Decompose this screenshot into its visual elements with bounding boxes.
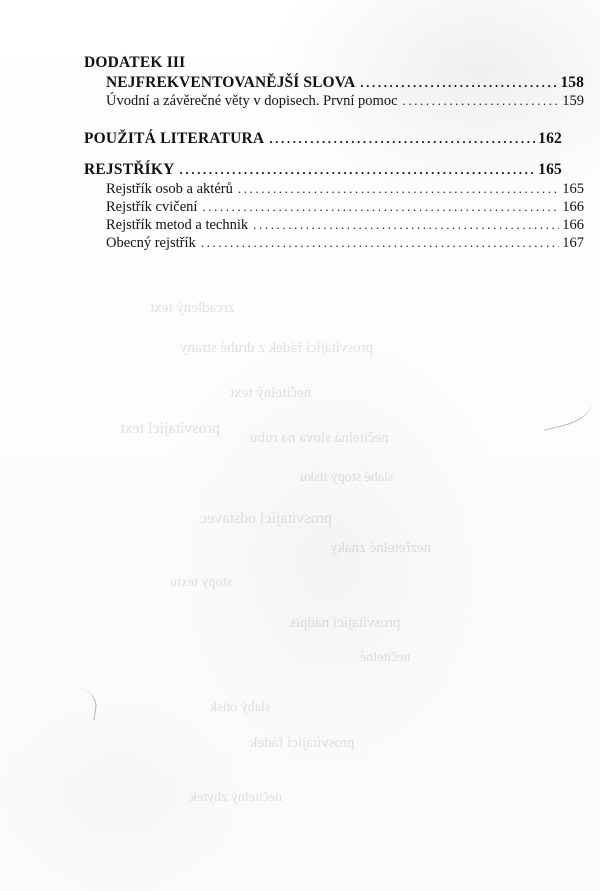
toc-entry-nejfrekventovanejsi-slova[interactable] xyxy=(84,74,584,92)
toc-entry-page: 162 xyxy=(538,130,562,147)
bleed-text: prosvítající řádek xyxy=(250,735,355,751)
toc-entry-dodatek-iii[interactable] xyxy=(84,54,562,72)
toc-leader-dots xyxy=(403,94,560,107)
toc-entry-rejstrik-cviceni[interactable] xyxy=(84,199,584,216)
toc-entry-label: Rejstřík metod a technik xyxy=(106,217,249,233)
toc-leader-dots xyxy=(201,236,559,249)
bleed-text: nečitelná slova na rubu xyxy=(250,430,389,446)
bleed-text: prosvítající nadpis xyxy=(290,615,401,631)
toc-leader-dots xyxy=(253,218,559,231)
toc-entry-page: 166 xyxy=(562,217,584,233)
toc-entry-label: NEJFREKVENTOVANĚJŠÍ SLOVA xyxy=(106,74,356,91)
toc-leader-dots xyxy=(269,132,535,145)
pen-mark-icon xyxy=(538,392,595,431)
table-of-contents xyxy=(84,54,584,252)
toc-entry-obecny-rejstrik[interactable] xyxy=(84,235,584,252)
toc-entry-rejstrik-osob-a-akteru[interactable] xyxy=(84,181,584,198)
bleed-text: prosvítající text xyxy=(120,420,220,437)
bleed-text: stopy textu xyxy=(170,575,232,590)
toc-entry-pouzita-literatura[interactable] xyxy=(84,130,562,148)
bleed-text: slabé stopy tisku xyxy=(300,470,394,485)
toc-entry-rejstriky[interactable] xyxy=(84,161,562,179)
bleed-text: nečitelné xyxy=(360,650,411,665)
bleed-text: prosvítající odstavec xyxy=(200,510,332,527)
toc-entry-page: 165 xyxy=(538,161,562,178)
toc-entry-rejstrik-metod-a-technik[interactable] xyxy=(84,217,584,234)
toc-leader-dots xyxy=(202,200,559,213)
toc-entry-page: 167 xyxy=(562,235,584,251)
toc-leader-dots xyxy=(360,76,557,89)
bleed-text: prosvítající řádek z druhé strany xyxy=(180,340,374,356)
bleed-text: zrcadlený text xyxy=(150,300,235,316)
bleed-text: nezřetelné znaky xyxy=(330,540,432,556)
toc-entry-page: 159 xyxy=(562,93,584,109)
toc-entry-label: REJSTŘÍKY xyxy=(84,161,175,178)
toc-entry-page: 165 xyxy=(562,181,584,197)
toc-entry-label: Úvodní a závěrečné věty v dopisech. První pomoc xyxy=(106,93,398,109)
toc-entry-page: 158 xyxy=(560,74,584,91)
toc-entry-page: 166 xyxy=(562,199,584,215)
toc-entry-label: Obecný rejstřík xyxy=(106,235,196,251)
bleed-text: nečitelný zbytek xyxy=(190,790,283,805)
bleed-text: nečitelný text xyxy=(230,385,312,401)
pen-mark-icon xyxy=(60,685,100,721)
toc-leader-dots xyxy=(238,182,559,195)
bleed-text: slabý otisk xyxy=(210,700,271,715)
toc-entry-uvodni-a-zaverecne-vety[interactable] xyxy=(84,93,584,110)
toc-entry-label: POUŽITÁ LITERATURA xyxy=(84,130,265,147)
toc-entry-label: Rejstřík cvičení xyxy=(106,199,198,215)
toc-entry-label: DODATEK III xyxy=(84,54,186,71)
toc-leader-dots xyxy=(180,163,536,176)
toc-entry-label: Rejstřík osob a aktérů xyxy=(106,181,233,197)
